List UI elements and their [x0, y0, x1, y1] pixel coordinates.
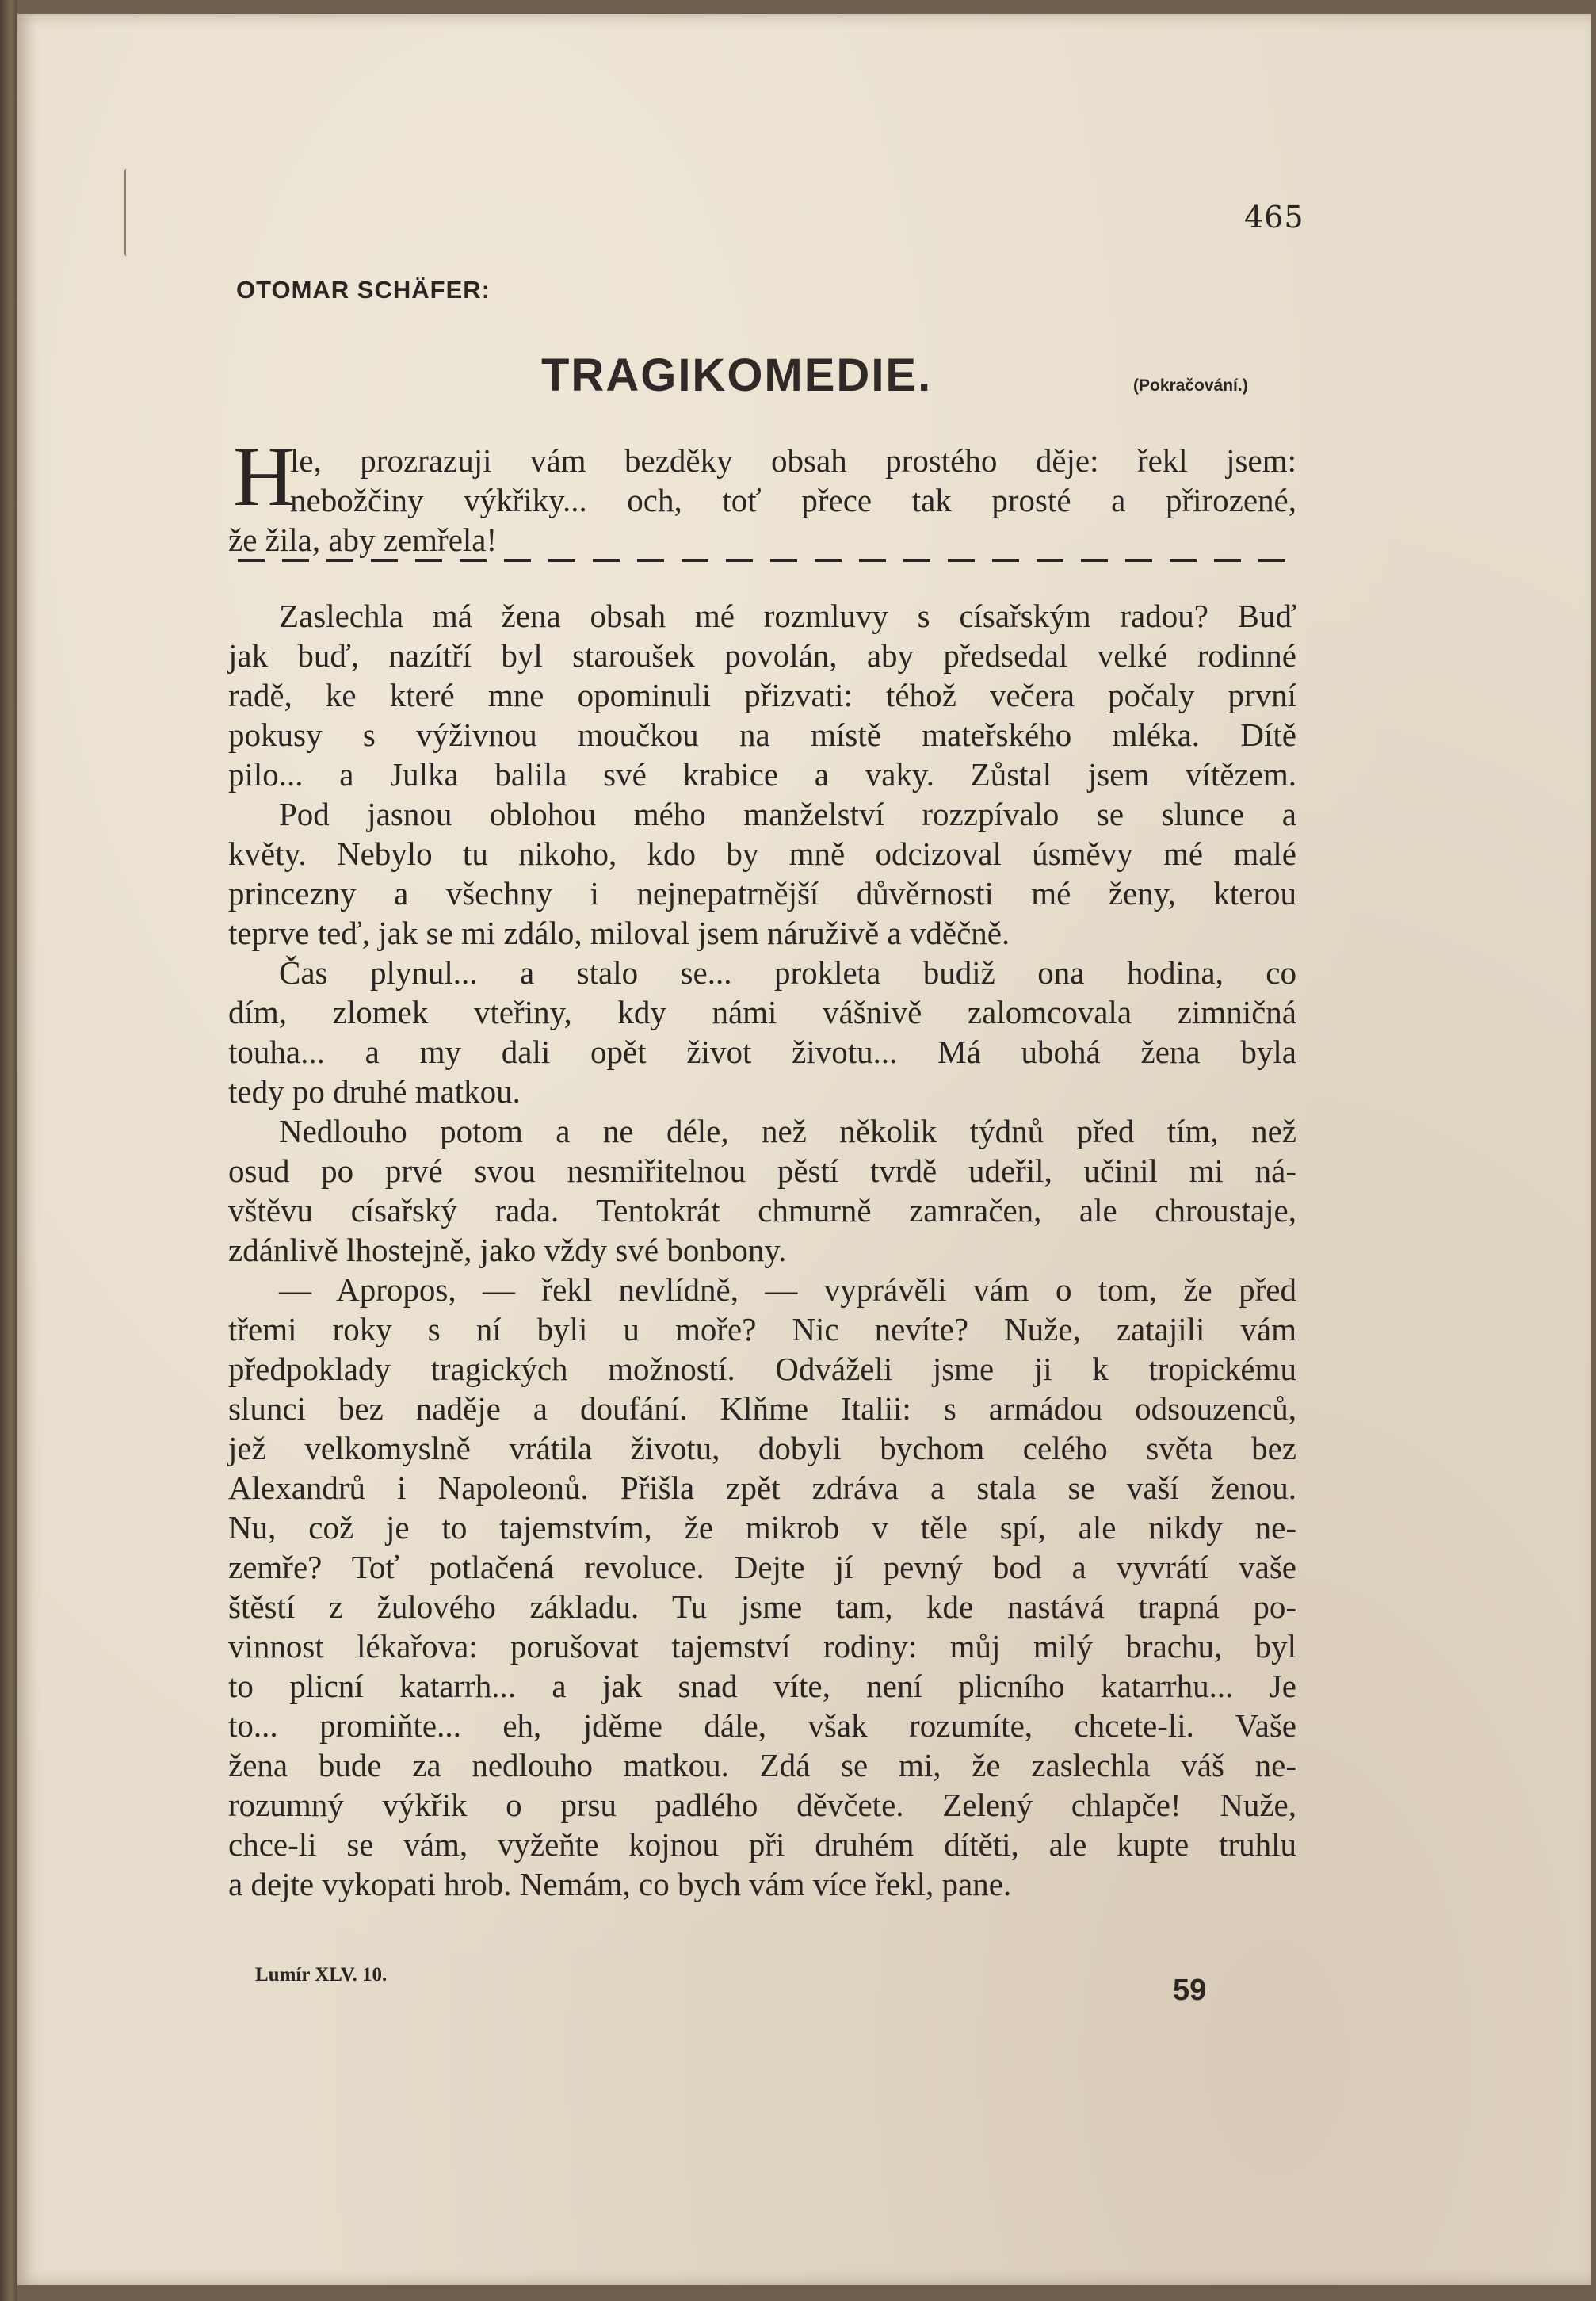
text-line: štěstí z žulového základu. Tu jsme tam, kde nastává trapná po- [228, 1588, 1296, 1625]
text-line: žena bude za nedlouho matkou. Zdá se mi, že zaslechla váš ne- [228, 1747, 1296, 1783]
text-line: osud po prvé svou nesmiřitelnou pěstí tvrdě udeřil, učinil mi ná- [228, 1152, 1296, 1189]
text-line: pokusy s výživnou moučkou na místě mateřského mléka. Dítě [228, 717, 1296, 753]
text-line: to... promiňte... eh, jděme dále, však rozumíte, chcete-li. Vaše [228, 1707, 1296, 1744]
journal-footer: Lumír XLV. 10. [255, 1964, 388, 1986]
text-line: teprve teď, jak se mi zdálo, miloval jsem náruživě a vděčně. [228, 915, 1010, 951]
text-line: Zaslechla má žena obsah mé rozmluvy s císařským radou? Buď [279, 598, 1296, 634]
signature-number: 59 [1173, 1974, 1207, 2007]
text-line: zemře? Toť potlačená revoluce. Dejte jí pevný bod a vyvrátí vaše [228, 1549, 1296, 1585]
text-line: a dejte vykopati hrob. Nemám, co bych vám více řekl, pane. [228, 1866, 1012, 1902]
body-text [228, 596, 1296, 1904]
text-line: chce-li se vám, vyžeňte kojnou při druhém dítěti, ale kupte truhlu [228, 1826, 1296, 1863]
text-line: dím, zlomek vteřiny, kdy námi vášnivě zalomcovala zimničná [228, 994, 1296, 1030]
text-line: Nu, což je to tajemstvím, že mikrob v těle spí, ale nikdy ne- [228, 1509, 1296, 1546]
author-name: OTOMAR SCHÄFER: [236, 276, 491, 304]
text-line: Nedlouho potom a ne déle, než několik týdnů před tím, než [279, 1113, 1296, 1149]
text-line: že žila, aby zemřela! [228, 522, 498, 558]
text-line: to plicní katarrh... a jak snad víte, není plicního katarrhu... Je [228, 1668, 1296, 1704]
text-line: Alexandrů i Napoleonů. Přišla zpět zdráva a stala se vaší ženou. [228, 1470, 1296, 1506]
section-divider [238, 559, 1300, 562]
text-line: touha... a my dali opět život životu... Má ubohá žena byla [228, 1034, 1296, 1070]
drop-cap: H [233, 430, 295, 524]
text-line: — Apropos, — řekl nevlídně, — vyprávěli vám o tom, že před [279, 1271, 1296, 1308]
book-spine [0, 0, 17, 2301]
text-line: Čas plynul... a stalo se... prokleta budiž ona hodina, co [279, 954, 1296, 991]
text-line: slunci bez naděje a doufání. Klňme Italii: s armádou odsouzenců, [228, 1390, 1296, 1427]
text-line: předpoklady tragických možností. Odváželi jsme ji k tropickému [228, 1351, 1296, 1387]
text-line: květy. Nebylo tu nikoho, kdo by mně odcizoval úsměvy mé malé [228, 835, 1296, 872]
page-number: 465 [1244, 200, 1304, 235]
text-line: Pod jasnou oblohou mého manželství rozzpívalo se slunce a [279, 796, 1296, 832]
continued-note: (Pokračování.) [1133, 376, 1248, 395]
article-title: TRAGIKOMEDIE. [541, 350, 933, 401]
text-line: tedy po druhé matkou. [228, 1073, 521, 1110]
text-line: princezny a všechny i nejnepatrnější důvěrnosti mé ženy, kterou [228, 875, 1296, 912]
margin-mark [124, 169, 131, 256]
text-line: rozumný výkřik o prsu padlého děvčete. Zelený chlapče! Nuže, [228, 1787, 1296, 1823]
text-line: vštěvu císařský rada. Tentokrát chmurně zamračen, ale chroustaje, [228, 1192, 1296, 1229]
text-line: jež velkomyslně vrátila životu, dobyli bychom celého světa bez [228, 1430, 1296, 1466]
opening-paragraph [228, 441, 1296, 560]
text-line: jak buď, nazítří byl staroušek povolán, aby předsedal velké rodinné [228, 637, 1296, 674]
text-line: vinnost lékařova: porušovat tajemství rodiny: můj milý brachu, byl [228, 1628, 1296, 1665]
text-line: le, prozrazuji vám bezděky obsah prostého děje: řekl jsem: [290, 442, 1296, 479]
text-line: třemi roky s ní byli u moře? Nic nevíte? Nuže, zatajili vám [228, 1311, 1296, 1347]
text-line: pilo... a Julka balila své krabice a vaky. Zůstal jsem vítězem. [228, 756, 1296, 793]
text-line: nebožčiny výkřiky... och, toť přece tak prosté a přirozené, [290, 482, 1296, 518]
text-line: radě, ke které mne opominuli přizvati: téhož večera počaly první [228, 677, 1296, 713]
text-line: zdánlivě lhostejně, jako vždy své bonbony. [228, 1232, 787, 1268]
